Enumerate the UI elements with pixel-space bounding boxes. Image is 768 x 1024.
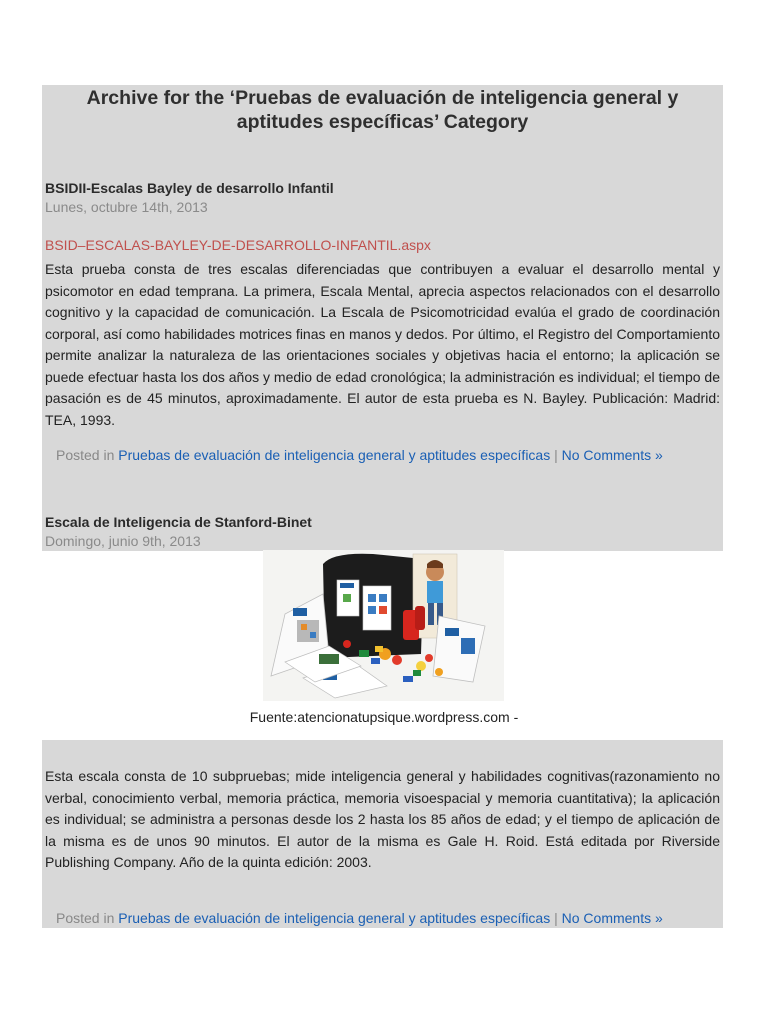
- separator: |: [554, 447, 558, 463]
- image-caption: Fuente:atencionatupsique.wordpress.com -: [249, 709, 519, 725]
- comments-link[interactable]: No Comments »: [561, 910, 663, 926]
- category-link[interactable]: Pruebas de evaluación de inteligencia general y aptitudes específicas: [118, 910, 551, 926]
- category-link[interactable]: Pruebas de evaluación de inteligencia general y aptitudes específicas: [118, 447, 551, 463]
- post-date: Domingo, junio 9th, 2013: [45, 533, 201, 549]
- attachment-link[interactable]: BSID–ESCALAS-BAYLEY-DE-DESARROLLO-INFANTIL.aspx: [45, 237, 431, 253]
- post-body: Esta escala consta de 10 subpruebas; mide inteligencia general y habilidades cognitivas(razonamiento no verbal, conocimiento verbal, memoria práctica, memoria visoespacial y memoria cuantitativa); la aplicación es individual; se administra a personas desde los 2 hasta los 85 años de edad; y el tiempo de aplicación de la misma es de unos 90 minutos. El autor de la misma es Gale H. Roid. Está editada por Riverside Publishing Company. Año de la quinta edición: 2003.: [45, 768, 720, 870]
- stanford-binet-kit-image: [263, 550, 504, 701]
- posted-in-label: Posted in: [56, 447, 115, 463]
- posted-in-label: Posted in: [56, 910, 115, 926]
- comments-link[interactable]: No Comments »: [561, 447, 663, 463]
- post-title[interactable]: Escala de Inteligencia de Stanford-Binet: [45, 514, 312, 530]
- post-title[interactable]: BSIDII-Escalas Bayley de desarrollo Infantil: [45, 180, 334, 196]
- post-meta: [56, 910, 663, 926]
- post-meta: [56, 447, 663, 463]
- archive-title: Archive for the ‘Pruebas de evaluación de inteligencia general y aptitudes específicas’ Category: [86, 87, 679, 133]
- separator: |: [554, 910, 558, 926]
- post-date: Lunes, octubre 14th, 2013: [45, 199, 208, 215]
- post-body: Esta prueba consta de tres escalas diferenciadas que contribuyen a evaluar el desarrollo mental y psicomotor en edad temprana. La primera, Escala Mental, aprecia aspectos relacionados con el desarrollo cognitivo y la capacidad de comunicación. La Escala de Psicomotricidad evalúa el grado de coordinación corporal, así como habilidades motrices finas en manos y dedos. Por último, el Registro del Comportamiento permite analizar la naturaleza de las orientaciones sociales y objetivas hacia el entorno; la aplicación se puede efectuar hasta los dos años y medio de edad cronológica; la administración es individual; el tiempo de pasación es de 45 minutos, aproximadamente. El autor de esta prueba es N. Bayley. Publicación: Madrid: TEA, 1993.: [45, 261, 720, 428]
